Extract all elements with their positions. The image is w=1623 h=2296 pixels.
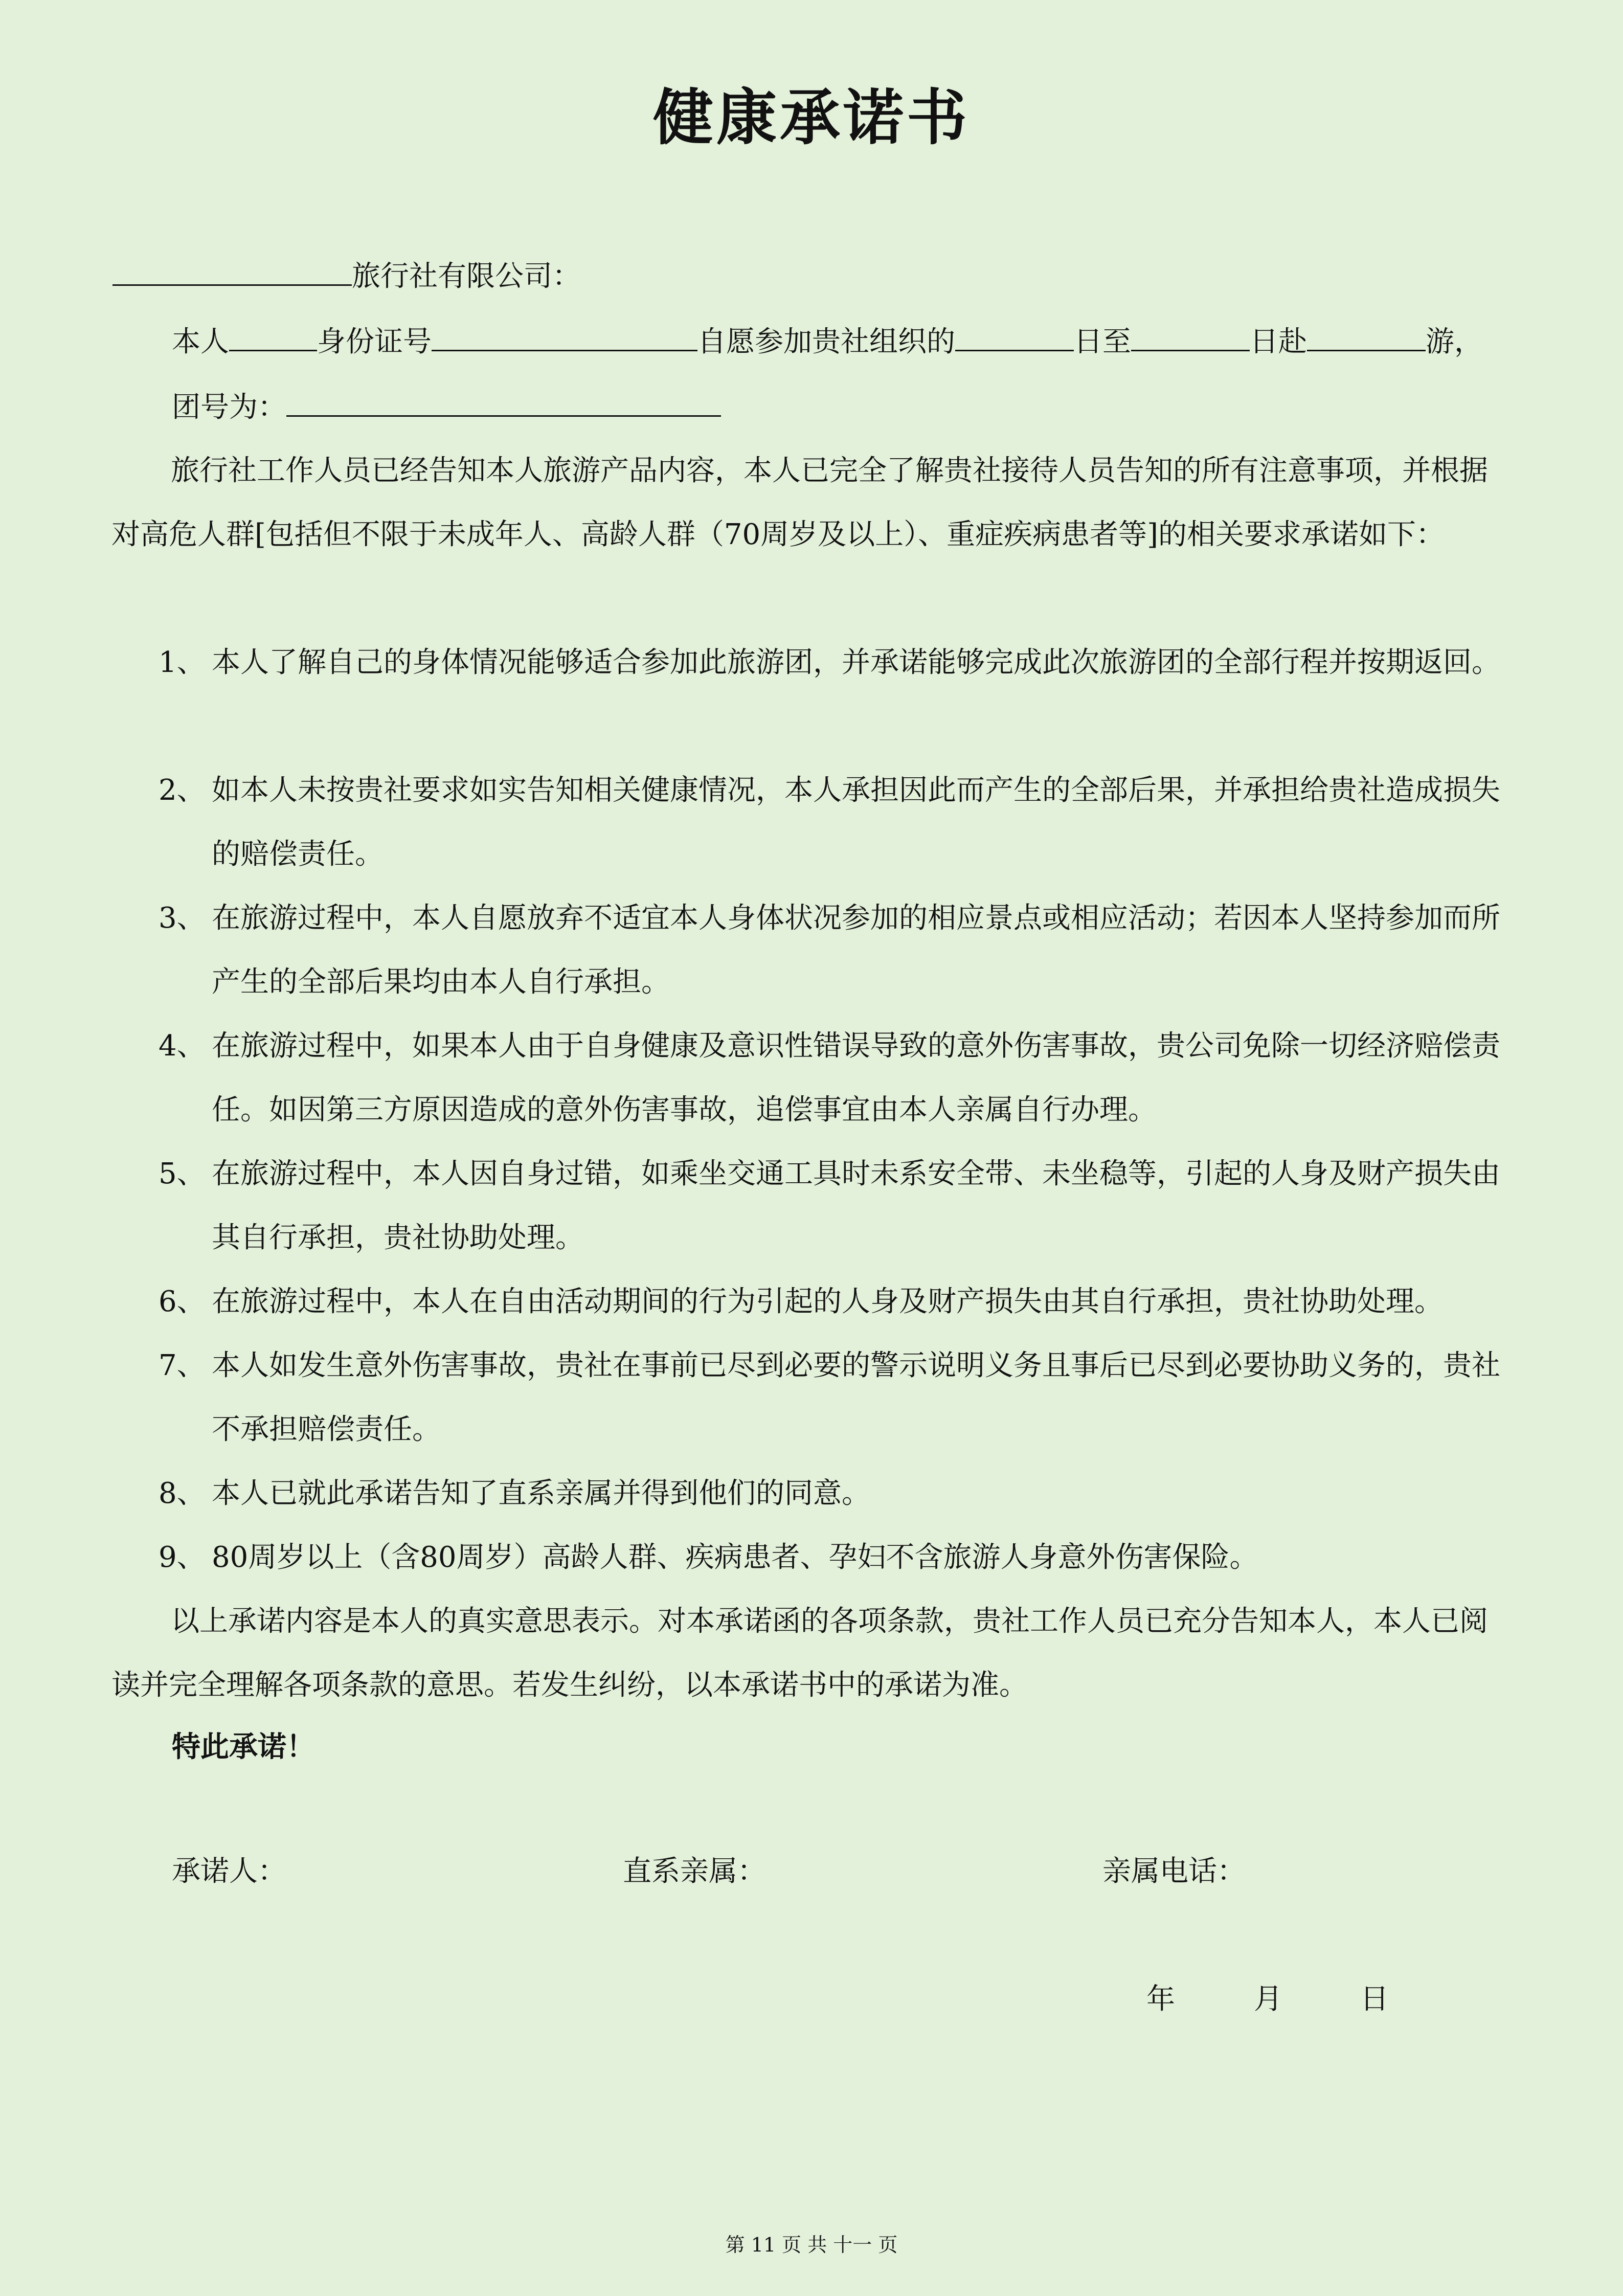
promisor-signature[interactable]: 承诺人： [172,1855,286,1888]
group-label: 团号为： [172,391,286,424]
group-line [172,387,721,428]
relative-signature[interactable]: 直系亲属： [623,1855,766,1888]
date-month: 月 [1254,1983,1282,2016]
item-number: 3、 [159,902,206,935]
list-item [159,631,1508,694]
list-item [159,1142,1508,1270]
start-date-blank[interactable] [955,321,1074,351]
date-day: 日 [1360,1983,1389,2016]
intro-paragraph: 旅行社工作人员已经告知本人旅游产品内容，本人已完全了解贵社接待人员告知的所有注意事项，并根据对高危人群[包括但不限于未成年人、高龄人群（70周岁及以上）、重症疾病患者等]的相关要求承诺如下： [111,454,1488,551]
item-text: 如本人未按贵社要求如实告知相关健康情况，本人承担因此而产生的全部后果，并承担给贵社造成损失的赔偿责任。 [212,774,1500,871]
list-item [159,886,1508,1014]
list-item [159,1525,1508,1589]
item-number: 8、 [159,1477,206,1510]
item-text: 在旅游过程中，本人因自身过错，如乘坐交通工具时未系安全带、未坐稳等，引起的人身及财产损失由其自行承担，贵社协助处理。 [212,1157,1500,1254]
info-text-6: 游， [1426,325,1483,358]
date-year: 年 [1146,1983,1175,2016]
list-item [159,1334,1508,1461]
item-text: 本人了解自己的身体情况能够适合参加此旅游团，并承诺能够完成此次旅游团的全部行程并按期返回。 [212,646,1500,679]
destination-blank[interactable] [1307,321,1426,351]
id-number-blank[interactable] [432,321,697,351]
info-text-3: 自愿参加贵社组织的 [697,325,955,358]
name-blank[interactable] [229,321,317,351]
item-text: 80周岁以上（含80周岁）高龄人群、疾病患者、孕妇不含旅游人身意外伤害保险。 [212,1541,1258,1574]
page-footer: 第 11 页 共 十一 页 [725,2234,898,2256]
info-line [172,321,1483,363]
item-number: 1、 [159,646,206,679]
item-text: 在旅游过程中，如果本人由于自身健康及意识性错误导致的意外伤害事故，贵公司免除一切经济赔偿责任。如因第三方原因造成的意外伤害事故，追偿事宜由本人亲属自行办理。 [212,1029,1500,1127]
end-date-blank[interactable] [1131,321,1250,351]
item-number: 2、 [159,774,206,807]
list-item [159,758,1508,886]
addressee-line [112,256,581,297]
group-number-blank[interactable] [286,387,721,417]
info-text-5: 日赴 [1250,325,1307,358]
item-number: 4、 [159,1029,206,1063]
list-item [159,1014,1508,1142]
item-number: 7、 [159,1349,206,1382]
company-name-blank[interactable] [112,256,352,286]
info-text-1: 本人 [172,325,229,358]
item-text: 本人如发生意外伤害事故，贵社在事前已尽到必要的警示说明义务且事后已尽到必要协助义务的，贵社不承担赔偿责任。 [212,1349,1500,1446]
item-text: 在旅游过程中，本人自愿放弃不适宜本人身体状况参加的相应景点或相应活动；若因本人坚持参加而所产生的全部后果均由本人自行承担。 [212,902,1500,999]
item-text: 本人已就此承诺告知了直系亲属并得到他们的同意。 [212,1477,870,1510]
info-text-4: 日至 [1074,325,1131,358]
document-title: 健康承诺书 [652,82,970,153]
special-statement: 特此承诺！ [172,1730,315,1764]
list-item [159,1270,1508,1334]
item-number: 5、 [159,1157,206,1190]
list-item [159,1461,1508,1525]
item-number: 6、 [159,1285,206,1318]
relative-phone[interactable]: 亲属电话： [1102,1855,1246,1888]
closing-paragraph: 以上承诺内容是本人的真实意思表示。对本承诺函的各项条款，贵社工作人员已充分告知本人，本人已阅读并完全理解各项条款的意思。若发生纠纷，以本承诺书中的承诺为准。 [111,1605,1488,1702]
info-text-2: 身份证号 [317,325,432,358]
addressee-suffix: 旅行社有限公司： [352,260,581,293]
item-text: 在旅游过程中，本人在自由活动期间的行为引起的人身及财产损失由其自行承担，贵社协助处理。 [212,1285,1443,1318]
item-number: 9、 [159,1541,206,1574]
